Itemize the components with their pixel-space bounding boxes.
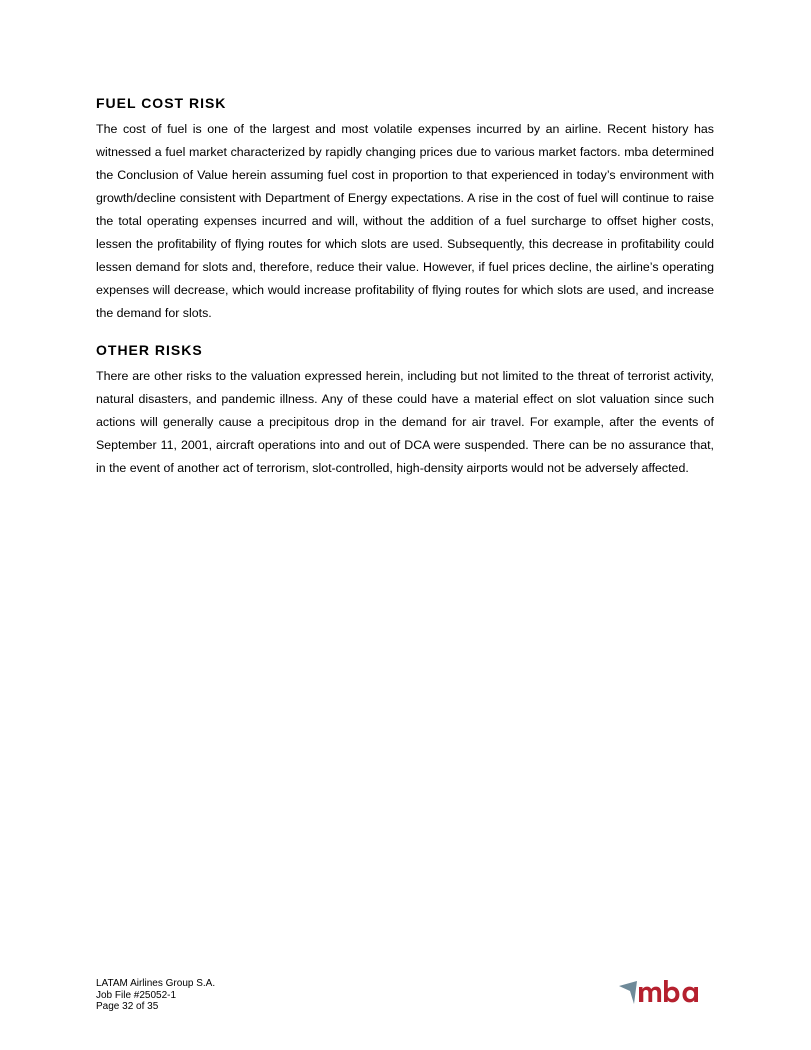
section-title-fuel-cost-risk: FUEL COST RISK: [96, 95, 227, 111]
section-title-other-risks: OTHER RISKS: [96, 342, 203, 358]
section-body-other-risks: There are other risks to the valuation expressed herein, including but not limited to the threat of terrorist activity, natural disasters, and pandemic illness. Any of these could have a material effect on slot valuation since such actions will generally cause a precipitous drop in the demand for air travel. For example, after the events of September 11, 2001, aircraft operations into and out of DCA were suspended. There can be no assurance that, in the event of another act of terrorism, slot-controlled, high-density airports would not be adversely affected.: [96, 369, 714, 475]
document-body: [96, 93, 714, 495]
section-body-fuel-cost-risk: The cost of fuel is one of the largest and most volatile expenses incurred by an airline. Recent history has witnessed a fuel market characterized by rapidly changing prices due to various market factors. mba determined the Conclusion of Value herein assuming fuel cost in proportion to that experienced in today’s environment with growth/decline consistent with Department of Energy expectations. A rise in the cost of fuel will continue to raise the total operating expenses incurred and will, without the addition of a fuel surcharge to offset higher costs, lessen the profitability of flying routes for which slots are used. Subsequently, this decrease in profitability could lessen demand for slots and, therefore, reduce their value. However, if fuel prices decline, the airline’s operating expenses will decrease, which would increase profitability of flying routes for which slots are used, and increase the demand for slots.: [96, 122, 714, 320]
logo-letters: [639, 980, 698, 1002]
page-footer: [96, 978, 215, 1013]
footer-company: LATAM Airlines Group S.A.: [96, 978, 216, 989]
footer-job-file: Job File #25052-1: [96, 989, 177, 1001]
mba-logo: [619, 974, 717, 1006]
logo-wing-mark: [619, 981, 637, 1004]
footer-page-number: Page 32 of 35: [96, 1001, 159, 1012]
